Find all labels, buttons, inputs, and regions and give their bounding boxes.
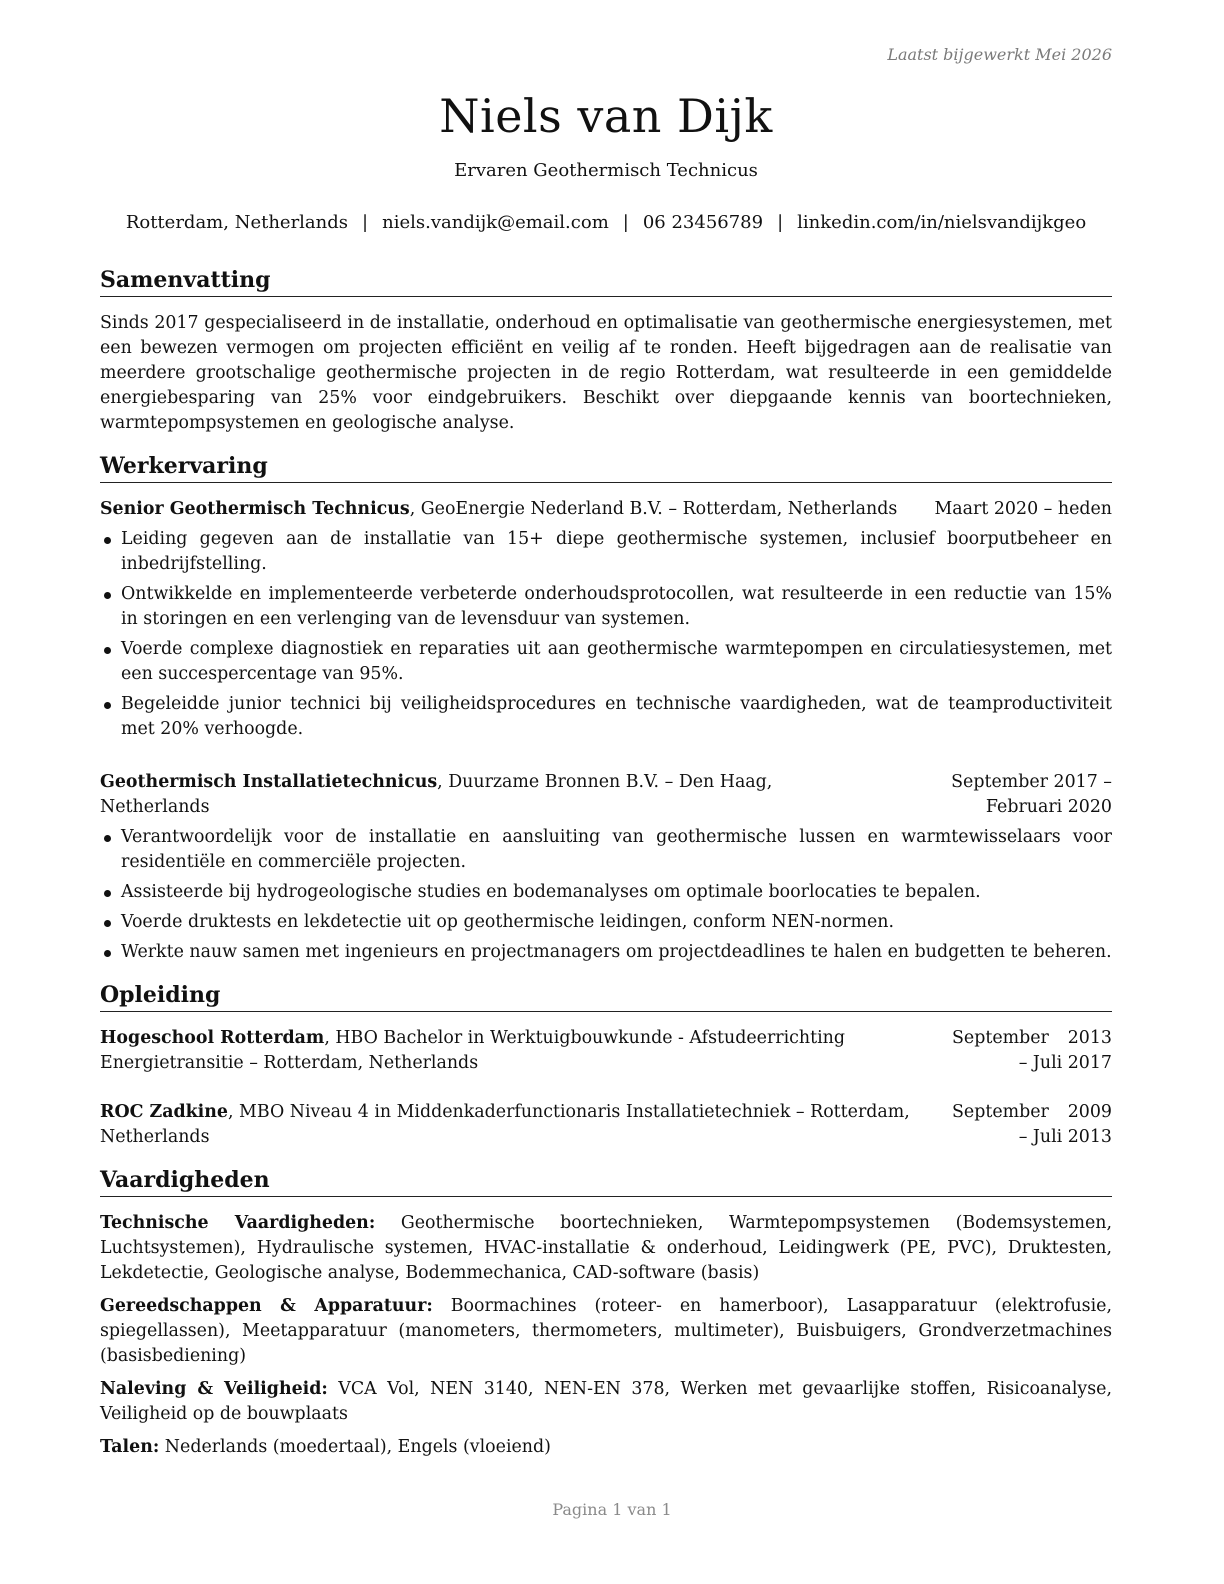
- list-item: Ontwikkelde en implementeerde verbeterde onderhoudsprotocollen, wat resulteerde in een reductie van 15% in storingen en een verlenging van de levensduur van systemen.: [100, 582, 1112, 632]
- skill-label: Talen:: [100, 1437, 160, 1457]
- job-bullets: [100, 825, 1112, 965]
- list-item: Voerde druktests en lekdetectie uit op geothermische leidingen, conform NEN-normen.: [100, 910, 1112, 935]
- contact-email[interactable]: niels.vandijk@email.com: [382, 212, 609, 233]
- section-title-skills: Vaardigheden: [100, 1166, 1112, 1197]
- education-details: , HBO Bachelor in Werktuigbouwkunde - Afstudeerrichting Energietransitie – Rotterdam, Netherlands: [100, 1028, 845, 1073]
- job-dates: Maart 2020 – heden: [934, 499, 1112, 519]
- skill-group: [100, 1435, 1112, 1460]
- job-dates: September 2017 – Februari 2020: [951, 772, 1112, 817]
- page-footer: Pagina 1 van 1: [552, 1500, 672, 1519]
- last-updated: Laatst bijgewerkt Mei 2026: [887, 45, 1112, 64]
- summary-section: [100, 266, 1112, 436]
- contact-separator: |: [622, 212, 629, 233]
- list-item: Voerde complexe diagnostiek en reparaties uit aan geothermische warmtepompen en circulatiesystemen, met een succespercentage van 95%.: [100, 637, 1112, 687]
- skill-text: VCA Vol, NEN 3140, NEN-EN 378, Werken met gevaarlijke stoffen, Risicoanalyse, Veiligheid op de bouwplaats: [100, 1379, 1112, 1424]
- contact-separator: |: [362, 212, 369, 233]
- education-heading: [100, 1100, 946, 1150]
- section-title-summary: Samenvatting: [100, 266, 1112, 297]
- education-entry: [100, 1026, 1112, 1076]
- summary-text: Sinds 2017 gespecialiseerd in de installatie, onderhoud en optimalisatie van geothermische energiesystemen, met een bewezen vermogen om projecten efficiënt en veilig af te ronden. Heeft bijgedragen aan de realisatie van meerdere grootschalige geothermische projecten in de regio Rotterdam, wat resulteerde in een gemiddelde energiebesparing van 25% voor eindgebruikers. Beschikt over diepgaande kennis van boortechnieken, warmtepompsystemen en geologische analyse.: [100, 313, 1112, 433]
- list-item: Verantwoordelijk voor de installatie en aansluiting van geothermische lussen en warmtewisselaars voor residentiële en commerciële projecten.: [100, 825, 1112, 875]
- skill-group: [100, 1377, 1112, 1427]
- job-title: Ervaren Geothermisch Technicus: [454, 160, 758, 181]
- job-header: [100, 770, 1112, 820]
- education-dates: September 2009 – Juli 2013: [952, 1102, 1112, 1147]
- education-details: , MBO Niveau 4 in Middenkaderfunctionaris Installatietechniek – Rotterdam, Netherlands: [100, 1102, 910, 1147]
- job-company: , Duurzame Bronnen B.V. – Den Haag, Netherlands: [100, 772, 773, 817]
- job-entry: [100, 497, 1112, 742]
- contact-location: Rotterdam, Netherlands: [125, 212, 349, 233]
- contact-line: [100, 210, 1112, 236]
- education-school: Hogeschool Rotterdam: [100, 1028, 325, 1048]
- education-heading: [100, 1026, 946, 1076]
- education-entry: [100, 1100, 1112, 1150]
- skill-text: Boormachines (roteer- en hamerboor), Lasapparatuur (elektrofusie, spiegellassen), Meetapparatuur (manometers, thermometers, multimeter), Buisbuigers, Grondverzetmachines (basisbediening): [100, 1296, 1112, 1366]
- contact-separator: |: [777, 212, 784, 233]
- list-item: Werkte nauw samen met ingenieurs en projectmanagers om projectdeadlines te halen en budgetten te beheren.: [100, 940, 1112, 965]
- job-bullets: [100, 527, 1112, 742]
- experience-section: [100, 452, 1112, 965]
- skill-label: Gereedschappen & Apparatuur:: [100, 1296, 433, 1316]
- section-title-education: Opleiding: [100, 981, 1112, 1012]
- skill-label: Technische Vaardigheden:: [100, 1213, 376, 1233]
- skill-group: [100, 1211, 1112, 1286]
- job-role: Senior Geothermisch Technicus: [100, 499, 410, 519]
- contact-linkedin[interactable]: linkedin.com/in/nielsvandijkgeo: [797, 212, 1087, 233]
- skill-group: [100, 1294, 1112, 1369]
- list-item: Begeleidde junior technici bij veiligheidsprocedures en technische vaardigheden, wat de teamproductiviteit met 20% verhoogde.: [100, 692, 1112, 742]
- job-entry: [100, 770, 1112, 965]
- skill-label: Naleving & Veiligheid:: [100, 1379, 328, 1399]
- job-company: , GeoEnergie Nederland B.V. – Rotterdam, Netherlands: [409, 499, 898, 519]
- job-heading: [100, 497, 919, 522]
- education-dates: September 2013 – Juli 2017: [952, 1028, 1112, 1073]
- education-section: [100, 981, 1112, 1150]
- candidate-name: Niels van Dijk: [439, 89, 773, 143]
- job-header: [100, 497, 1112, 522]
- job-role: Geothermisch Installatietechnicus: [100, 772, 438, 792]
- job-heading: [100, 770, 866, 820]
- resume-page: [100, 40, 1112, 1460]
- list-item: Leiding gegeven aan de installatie van 15+ diepe geothermische systemen, inclusief boorputbeheer en inbedrijfstelling.: [100, 527, 1112, 577]
- education-school: ROC Zadkine: [100, 1102, 228, 1122]
- section-title-experience: Werkervaring: [100, 452, 1112, 483]
- contact-phone: 06 23456789: [642, 212, 764, 233]
- skills-section: [100, 1166, 1112, 1460]
- skill-text: Nederlands (moedertaal), Engels (vloeiend): [159, 1437, 551, 1457]
- list-item: Assisteerde bij hydrogeologische studies en bodemanalyses om optimale boorlocaties te bepalen.: [100, 880, 1112, 905]
- skill-text: Geothermische boortechnieken, Warmtepompsystemen (Bodemsystemen, Luchtsystemen), Hydraulische systemen, HVAC-installatie & onderhoud, Leidingwerk (PE, PVC), Druktesten, Lekdetectie, Geologische analyse, Bodemmechanica, CAD-software (basis): [100, 1213, 1112, 1283]
